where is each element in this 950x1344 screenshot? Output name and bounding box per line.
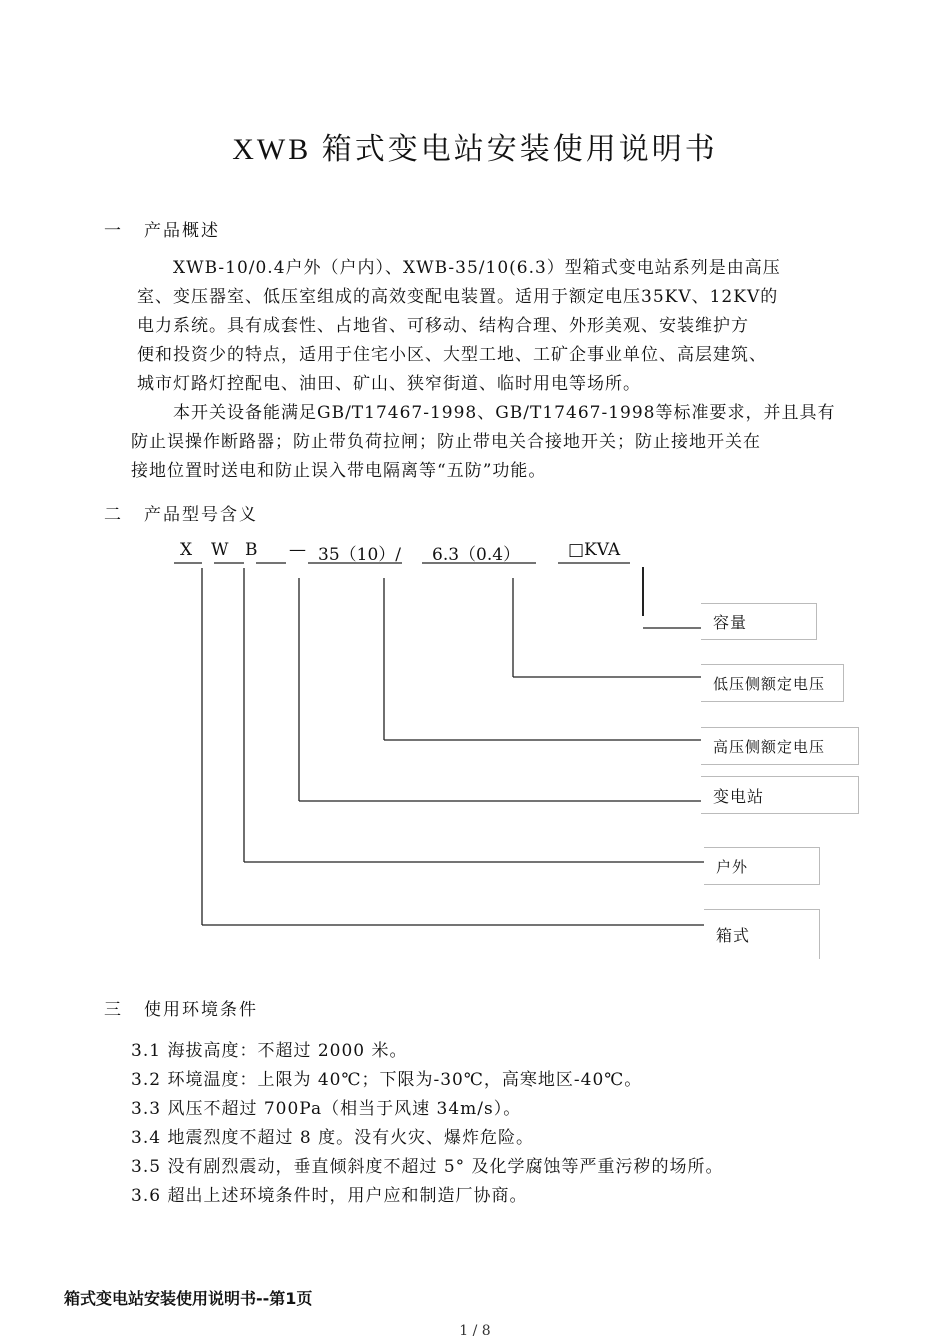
- code-dash: —: [289, 540, 306, 560]
- label-high-voltage-rated: 高压侧额定电压: [701, 727, 859, 765]
- label-substation: 变电站: [701, 776, 859, 814]
- code-high-voltage: 35（10）/: [318, 545, 401, 565]
- paragraph-line: 室、变压器室、低压室组成的高效变配电装置。适用于额定电压35KV、12KV的: [137, 287, 779, 307]
- code-capacity: □KVA: [568, 540, 621, 560]
- env-item: 3.3 风压不超过 700Pa（相当于风速 34m/s）。: [131, 1099, 522, 1119]
- code-b: B: [245, 540, 258, 560]
- label-box-type: 箱式: [704, 909, 820, 959]
- section1-number: 一: [104, 221, 123, 241]
- paragraph-line: 城市灯路灯控配电、油田、矿山、狭窄街道、临时用电等场所。: [137, 374, 641, 394]
- page-title: XWB 箱式变电站安装使用说明书: [232, 133, 718, 166]
- section1-heading: 产品概述: [144, 221, 220, 241]
- section2-number: 二: [104, 505, 123, 525]
- env-item: 3.1 海拔高度：不超过 2000 米。: [131, 1041, 408, 1061]
- section2-heading: 产品型号含义: [144, 505, 258, 525]
- code-low-voltage: 6.3（0.4）: [432, 545, 521, 565]
- paragraph-line: 防止误操作断路器；防止带负荷拉闸；防止带电关合接地开关；防止接地开关在: [131, 432, 761, 452]
- paragraph-line: 接地位置时送电和防止误入带电隔离等“五防”功能。: [131, 461, 547, 481]
- label-low-voltage-rated: 低压侧额定电压: [701, 664, 844, 702]
- code-x: X: [180, 540, 193, 560]
- env-item: 3.6 超出上述环境条件时，用户应和制造厂协商。: [131, 1186, 528, 1206]
- env-item: 3.2 环境温度：上限为 40℃；下限为-30℃，高寒地区-40℃。: [131, 1070, 643, 1090]
- page-footer: 箱式变电站安装使用说明书--第1页: [64, 1289, 313, 1308]
- paragraph-line: XWB-10/0.4户外（户内）、XWB-35/10(6.3）型箱式变电站系列是由高压: [173, 258, 781, 278]
- paragraph-line: 便和投资少的特点，适用于住宅小区、大型工地、工矿企事业单位、高层建筑、: [137, 345, 767, 365]
- env-item: 3.4 地震烈度不超过 8 度。没有火灾、爆炸危险。: [131, 1128, 535, 1148]
- env-item: 3.5 没有剧烈震动，垂直倾斜度不超过 5° 及化学腐蚀等严重污秽的场所。: [131, 1157, 724, 1177]
- section3-number: 三: [104, 1000, 123, 1020]
- section3-heading: 使用环境条件: [144, 1000, 258, 1020]
- label-capacity: 容量: [701, 603, 817, 640]
- label-outdoor: 户外: [704, 847, 820, 885]
- page-number: 1 / 8: [459, 1323, 491, 1339]
- code-w: W: [211, 540, 229, 560]
- paragraph-line: 本开关设备能满足GB/T17467-1998、GB/T17467-1998等标准要求，并且具有: [173, 403, 836, 423]
- paragraph-line: 电力系统。具有成套性、占地省、可移动、结构合理、外形美观、安装维护方: [137, 316, 749, 336]
